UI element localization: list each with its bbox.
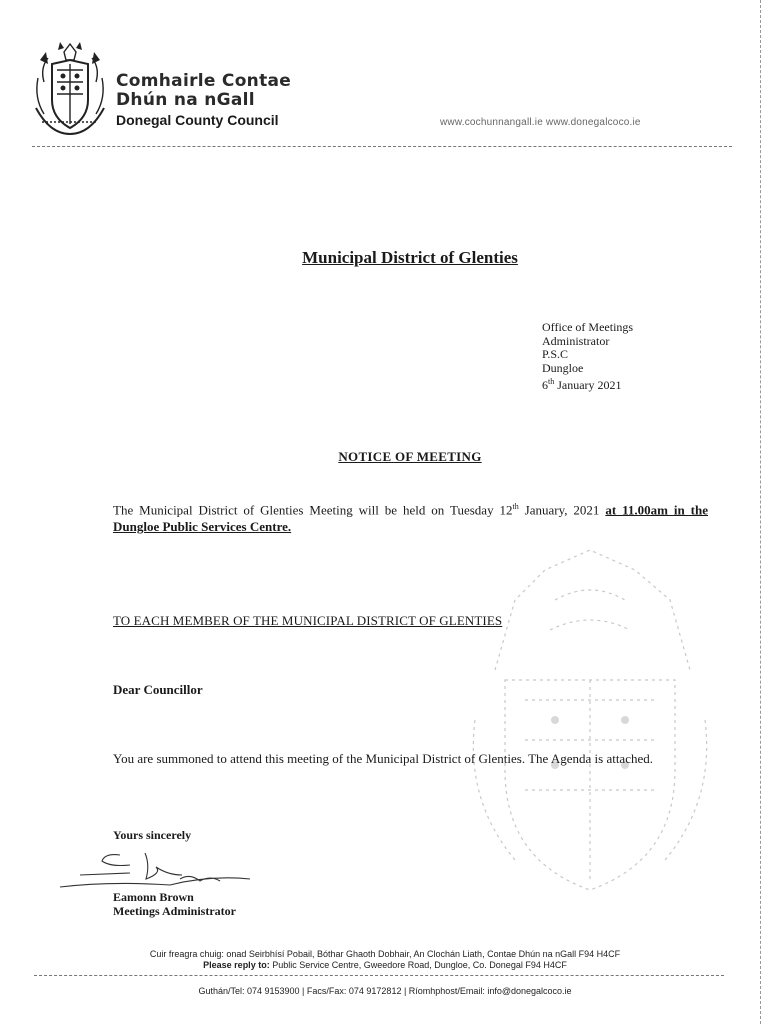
- closing: Yours sincerely: [113, 828, 192, 842]
- council-websites: www.cochunnangall.ie www.donegalcoco.ie: [440, 117, 641, 128]
- footer-reply-irish: Cuir freagra chuig: onad Seirbhísí Pobail, Bóthar Ghaoth Dobhair, An Clochán Liath, Contae Dhún na nGall F94 H4CF: [149, 949, 621, 959]
- signatory-name: Eamonn Brown: [113, 890, 194, 904]
- recipient-line: TO EACH MEMBER OF THE MUNICIPAL DISTRICT OF GLENTIES: [113, 613, 503, 628]
- address-line: Office of Meetings: [542, 320, 634, 334]
- meeting-details-paragraph: The Municipal District of Glenties Meeting will be held on Tuesday 12th January, 2021 at 11.00am in the Dungloe Public Services Centre.: [113, 502, 708, 535]
- footer-contact: Guthán/Tel: 074 9153900 | Facs/Fax: 074 9172812 | Ríomhphost/Email: info@donegalcoco.ie: [198, 986, 572, 996]
- handwritten-signature-icon: [50, 845, 280, 895]
- salutation: Dear Councillor: [113, 682, 203, 697]
- signatory-title: Meetings Administrator: [113, 904, 236, 918]
- council-name-irish-line2: Dhún na nGall: [116, 90, 255, 110]
- footer-reply-english: Please reply to: Public Service Centre, Gweedore Road, Dungloe, Co. Donegal F94 H4CF: [203, 960, 567, 970]
- address-line: P.S.C: [542, 347, 569, 361]
- address-line: Administrator: [542, 333, 610, 348]
- letter-date: 6th January 2021: [542, 377, 622, 392]
- document-title: Municipal District of Glenties: [302, 248, 518, 267]
- council-name-irish-line1: Comhairle Contae: [116, 71, 292, 91]
- faded-council-seal-stamp-icon: [455, 540, 725, 910]
- summons-paragraph: You are summoned to attend this meeting of the Municipal District of Glenties. The Agenda is attached.: [113, 751, 653, 766]
- donegal-county-council-crest-icon: [30, 38, 110, 138]
- sender-address: [542, 321, 633, 393]
- notice-heading: NOTICE OF MEETING: [338, 449, 482, 464]
- council-name-english: Donegal County Council: [116, 112, 279, 128]
- signatory: [113, 890, 236, 918]
- scan-edge-line: [760, 0, 762, 1024]
- meeting-time-location: at 11.00am in the Dungloe Public Services Centre.: [113, 502, 708, 535]
- footer-divider: [34, 975, 724, 976]
- address-line: Dungloe: [542, 360, 584, 375]
- header-divider: [32, 146, 732, 147]
